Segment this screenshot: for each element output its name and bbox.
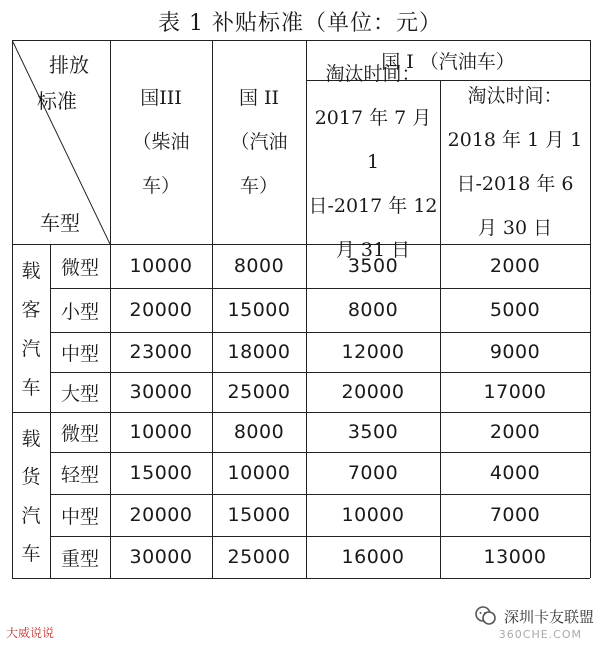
wechat-icon: [474, 604, 498, 628]
subsidy-value-cell: [212, 494, 306, 536]
subsidy-value: 20000: [129, 504, 193, 526]
vehicle-type-cell: [50, 372, 110, 412]
subsidy-value: 3500: [347, 421, 399, 443]
header-line: 车）: [239, 175, 278, 197]
vehicle-type: 中型: [60, 505, 99, 528]
group-label-char: 车: [21, 543, 41, 566]
group-label-char: 货: [21, 466, 41, 489]
table-title: 表 1 补贴标准（单位：元）: [158, 11, 442, 36]
subsidy-value: 10000: [129, 255, 193, 277]
subsidy-value: 15000: [129, 462, 193, 484]
watermark-right-text: 深圳卡友联盟: [503, 607, 594, 626]
table-rule: [12, 578, 590, 579]
subsidy-value: 4000: [489, 462, 541, 484]
header-period-1: [306, 63, 440, 261]
subsidy-value-cell: [306, 452, 440, 494]
header-line: 国 II: [238, 87, 280, 109]
watermark-domain: 360CHE.COM: [498, 628, 582, 641]
subsidy-value: 13000: [483, 546, 547, 568]
subsidy-value: 5000: [489, 299, 541, 321]
header-line: 日-2018 年 6: [456, 173, 574, 195]
group-label-char: 载: [21, 260, 41, 282]
subsidy-value: 7000: [347, 462, 399, 484]
subsidy-value: 16000: [341, 546, 405, 568]
vehicle-type: 微型: [60, 256, 99, 279]
header-line: 车）: [141, 175, 180, 197]
header-line: （汽油: [230, 131, 288, 153]
subsidy-value: 25000: [227, 381, 291, 403]
subsidy-value: 20000: [129, 299, 193, 321]
subsidy-value-cell: [440, 332, 590, 372]
header-line: 国 I （汽油车）: [381, 50, 515, 73]
subsidy-value-cell: [212, 412, 306, 452]
subsidy-value-cell: [440, 536, 590, 578]
vehicle-type: 轻型: [60, 463, 99, 486]
subsidy-value: 30000: [129, 381, 193, 403]
corner-label-vehicle-type: [30, 206, 90, 236]
header-guo2: [212, 40, 306, 244]
corner-label-standard: [26, 84, 88, 114]
watermark-right: [474, 604, 594, 628]
subsidy-value-cell: [212, 452, 306, 494]
vehicle-type-cell: [50, 332, 110, 372]
subsidy-value: 9000: [489, 341, 541, 363]
subsidy-value-cell: [110, 244, 212, 288]
subsidy-value-cell: [110, 494, 212, 536]
subsidy-value: 12000: [341, 341, 405, 363]
subsidy-value: 30000: [129, 546, 193, 568]
subsidy-value: 2000: [489, 421, 541, 443]
subsidy-value-cell: [212, 244, 306, 288]
header-line: 月 30 日: [477, 217, 553, 239]
subsidy-value: 7000: [489, 504, 541, 526]
header-line: 2018 年 1 月 1: [447, 129, 583, 151]
subsidy-value: 18000: [227, 341, 291, 363]
corner-text: 标准: [37, 88, 77, 113]
group-label-char: 汽: [21, 338, 41, 360]
vehicle-type: 小型: [60, 300, 99, 323]
header-period-2: [440, 80, 590, 244]
header-line: 淘汰时间：: [467, 85, 563, 107]
subsidy-value-cell: [306, 288, 440, 332]
header-guo3: [110, 40, 212, 244]
corner-label-emission: [38, 48, 100, 78]
subsidy-value-cell: [110, 536, 212, 578]
vehicle-type-cell: [50, 412, 110, 452]
vehicle-type-cell: [50, 494, 110, 536]
group-label-char: 载: [21, 427, 41, 450]
watermark-left: 大威说说: [6, 626, 55, 640]
subsidy-value-cell: [306, 412, 440, 452]
subsidy-value: 10000: [227, 462, 291, 484]
subsidy-value: 8000: [233, 255, 285, 277]
corner-text: 车型: [40, 210, 80, 235]
subsidy-value-cell: [110, 412, 212, 452]
group-label-char: 客: [21, 299, 41, 321]
subsidy-value-cell: [306, 332, 440, 372]
group-label: [12, 412, 50, 578]
subsidy-value-cell: [440, 288, 590, 332]
subsidy-value: 17000: [483, 381, 547, 403]
subsidy-value-cell: [306, 372, 440, 412]
vehicle-type-cell: [50, 536, 110, 578]
header-line: 淘汰时间：: [325, 63, 421, 85]
subsidy-value-cell: [212, 536, 306, 578]
vehicle-type: 重型: [60, 547, 99, 570]
subsidy-value: 8000: [347, 299, 399, 321]
subsidy-value-cell: [440, 412, 590, 452]
table-rule: [590, 40, 591, 578]
subsidy-value-cell: [440, 452, 590, 494]
vehicle-type: 中型: [60, 342, 99, 365]
corner-text: 排放: [49, 52, 89, 77]
group-label: [12, 244, 50, 412]
subsidy-value: 15000: [227, 299, 291, 321]
group-label-char: 车: [21, 377, 41, 399]
header-line: 国III: [140, 87, 182, 109]
subsidy-value: 15000: [227, 504, 291, 526]
group-label-char: 汽: [21, 504, 41, 527]
subsidy-value-cell: [440, 372, 590, 412]
subsidy-value-cell: [306, 244, 440, 288]
subsidy-value: 10000: [129, 421, 193, 443]
vehicle-type: 大型: [60, 382, 99, 405]
subsidy-value-cell: [212, 332, 306, 372]
subsidy-value: 3500: [347, 255, 399, 277]
subsidy-value-cell: [212, 372, 306, 412]
header-line: 2017 年 7 月 1: [314, 107, 432, 173]
subsidy-value-cell: [110, 288, 212, 332]
subsidy-value-cell: [110, 332, 212, 372]
subsidy-value-cell: [110, 372, 212, 412]
subsidy-value-cell: [306, 494, 440, 536]
header-line: （柴油: [132, 131, 190, 153]
vehicle-type-cell: [50, 288, 110, 332]
subsidy-value: 8000: [233, 421, 285, 443]
subsidy-value: 10000: [341, 504, 405, 526]
header-line: 月 31 日: [335, 239, 411, 261]
subsidy-value: 25000: [227, 546, 291, 568]
subsidy-value-cell: [306, 536, 440, 578]
subsidy-value-cell: [110, 452, 212, 494]
subsidy-value-cell: [440, 244, 590, 288]
vehicle-type: 微型: [60, 422, 99, 445]
subsidy-value: 20000: [341, 381, 405, 403]
subsidy-value-cell: [440, 494, 590, 536]
header-line: 日-2017 年 12: [308, 195, 438, 217]
vehicle-type-cell: [50, 244, 110, 288]
vehicle-type-cell: [50, 452, 110, 494]
subsidy-value-cell: [212, 288, 306, 332]
subsidy-value: 2000: [489, 255, 541, 277]
subsidy-value: 23000: [129, 341, 193, 363]
